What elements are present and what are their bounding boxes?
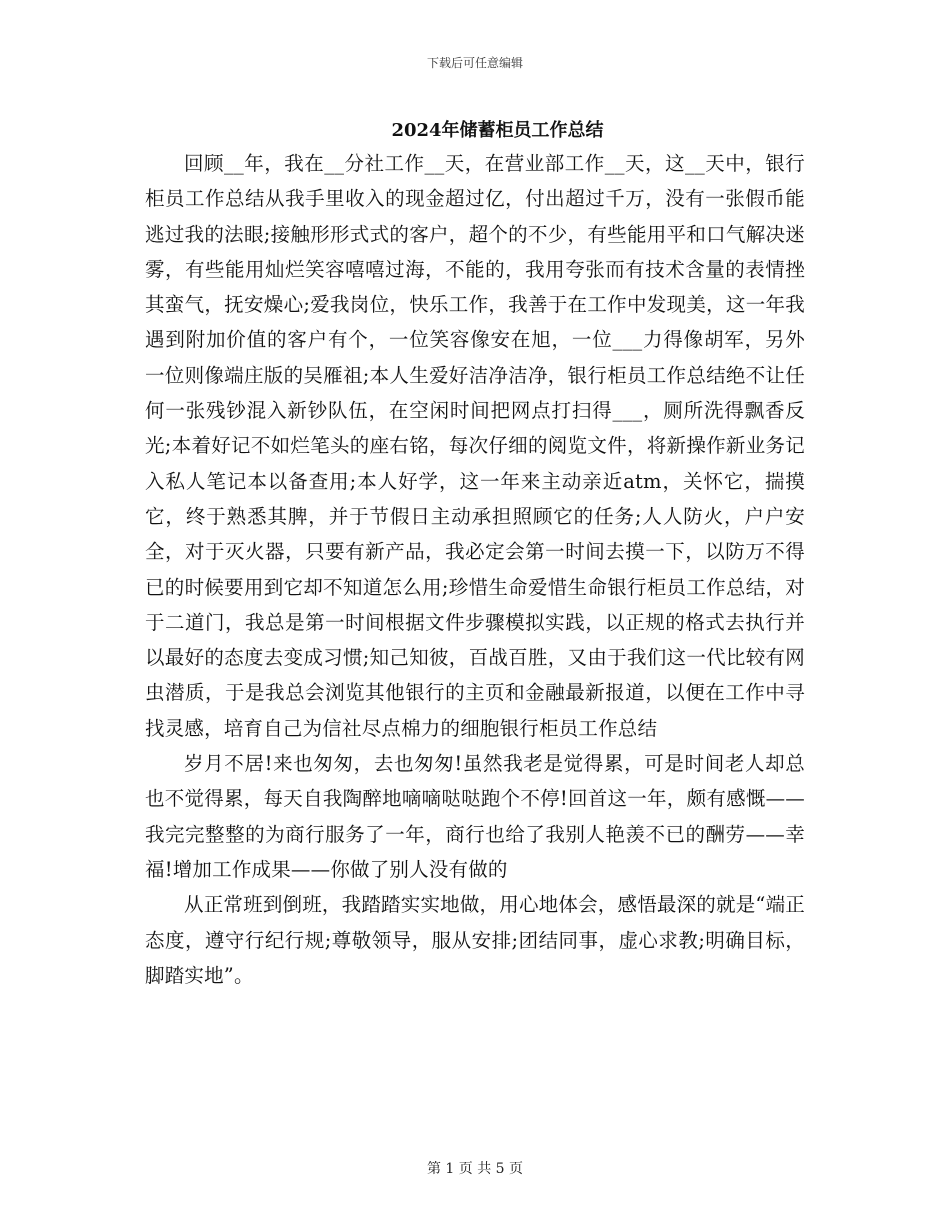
header-note: 下载后可任意编辑	[426, 56, 523, 70]
document-title: 2024年储蓄柜员工作总结	[391, 120, 604, 141]
paragraph-2: 岁月不居!来也匆匆，去也匆匆!虽然我老是觉得累，可是时间老人却总也不觉得累，每天自我陶醉地嘀嘀哒哒跑个不停!回首这一年，颇有感慨——我完完整整的为商行服务了一年，商行也给了我别人艳羡不已的酬劳——幸福!增加工作成果——你做了别人没有做的	[145, 752, 805, 881]
paragraph-3: 从正常班到倒班，我踏踏实实地做，用心地体会，感悟最深的就是“端正态度，遵守行纪行规;尊敬领导，服从安排;团结同事，虚心求教;明确目标，脚踏实地”。	[145, 893, 805, 987]
document-body	[145, 146, 805, 993]
paragraph-1: 回顾__年，我在__分社工作__天，在营业部工作__天，这__天中，银行柜员工作总结从我手里收入的现金超过亿，付出超过千万，没有一张假币能逃过我的法眼;接触形形式式的客户，超个的不少，有些能用平和口气解决迷雾，有些能用灿烂笑容嘻嘻过海，不能的，我用夸张而有技术含量的表情挫其蛮气，抚安燥心;爱我岗位，快乐工作，我善于在工作中发现美，这一年我遇到附加价值的客户有个，一位笑容像安在旭，一位___力得像胡军，另外一位则像端庄版的吴雁祖;本人生爱好洁净洁净，银行柜员工作总结绝不让任何一张残钞混入新钞队伍，在空闲时间把网点打扫得___，厕所洗得飘香反光;本着好记不如烂笔头的座右铭，每次仔细的阅览文件，将新操作新业务记入私人笔记本以备查用;本人好学，这一年来主动亲近atm，关怀它，揣摸它，终于熟悉其脾，并于节假日主动承担照顾它的任务;人人防火，户户安全，对于灭火器，只要有新产品，我必定会第一时间去摸一下，以防万不得已的时候要用到它却不知道怎么用;珍惜生命爱惜生命银行柜员工作总结，对于二道门，我总是第一时间根据文件步骤模拟实践，以正规的格式去执行并以最好的态度去变成习惯;知己知彼，百战百胜，又由于我们这一代比较有网虫潜质，于是我总会浏览其他银行的主页和金融最新报道，以便在工作中寻找灵感，培育自己为信社尽点棉力的细胞银行柜员工作总结	[145, 152, 805, 740]
page-number: 第 1 页 共 5 页	[426, 1161, 524, 1177]
